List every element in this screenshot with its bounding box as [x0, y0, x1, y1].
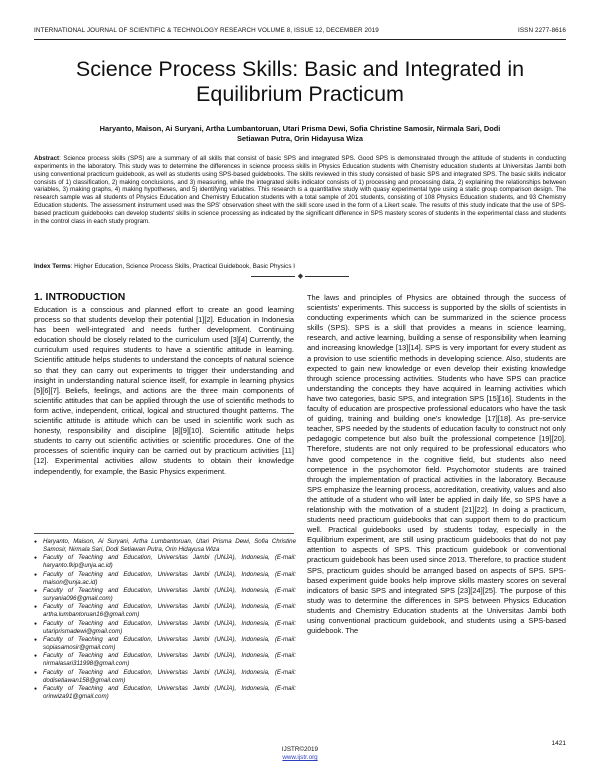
affiliation-text: Faculty of Teaching and Education, Universitas Jambi (UNJA), Indonesia, (E-mail: haryanto.fkip@unja.ac.id): [43, 554, 296, 570]
divider-line-left: [251, 276, 295, 277]
index-terms-text: : Higher Education, Science Process Skills, Practical Guidebook, Basic Physics I: [70, 263, 295, 270]
bullet-icon: ●: [34, 604, 38, 611]
affiliation-item: [34, 685, 296, 701]
affiliation-text: Faculty of Teaching and Education, Universitas Jambi (UNJA), Indonesia, (E-mail: maison@unja.ac.id): [43, 570, 296, 586]
abstract-text: : Science process skills (SPS) are a summary of all skills that consist of basic SPS and integrated SPS. Good SPS is demonstrated through the attitude of students in conducting experiments in the laboratory. This study was to determine the differences in science process skills in Physics Education students with Chemistry education students at Universitas Jambi both using conventional practicum guidebook, as well as students using SPS-based guidebooks. The skills reviewed in this study consisted of basic SPS and integrated SPS. The basic skills indicator consists of 1) classification, 2) making conclusions, and 3) measuring, while the integrated skills indicator consists of 1) processing and processing data, 2) explaining the relationships between variables, 3) making graphs, 4) making hypotheses, and 5) identifying variables. This research is a quantitative study with quasy experimental type using a static group comparison design. The research sample was all students of Physics Education and Chemistry Education students with a total sample of 201 students, consisting of 108 Physics Education students, and 93 Chemistry Education students. The assessment instrument used was the SPS' observation sheet with the skill score used in the form of a Likert scale. The results of this study indicate that the use of SPS-based practicum guidebooks can develop students' skills in science processing as indicated by the significant difference in SPS mastery scores of students in the experimental class and students in the control class in each study program.: [34, 155, 566, 225]
header-rule: [34, 39, 566, 40]
abstract: [34, 155, 566, 226]
bullet-icon: ●: [34, 669, 38, 676]
running-header: [34, 27, 566, 34]
affiliation-list: [34, 538, 296, 701]
bullet-icon: ●: [34, 653, 38, 660]
issn: ISSN 2277-8616: [518, 27, 566, 34]
affiliation-item: [34, 620, 296, 636]
title-line-1: Science Process Skills: Basic and Integrated in: [75, 57, 525, 81]
bullet-icon: ●: [34, 685, 38, 692]
journal-name: INTERNATIONAL JOURNAL OF SCIENTIFIC & TECHNOLOGY RESEARCH VOLUME 8, ISSUE 12, DECEMBER 2019: [34, 27, 379, 34]
page-number: 1421: [551, 740, 566, 747]
page-footer: [0, 746, 600, 762]
authors-line-2: Setiawan Putra, Orin Hidayusa Wiza: [236, 134, 364, 143]
divider-line-right: [305, 276, 349, 277]
introduction-left-column: Education is a conscious and planned effort to create an good learning process so that students develop their potential [1][2]. Education in Indonesia has been well-integrated and needs further development. Continuing education should be closely related to the curriculum used [3][4] Currently, the curriculum used requires students to have a scientific attitude in learning. Scientific attitude helps students to understand the concepts of natural science so that they can carry out experiments to trigger their understanding and insight in understanding natural science itself, for example in learning physics [5][6][7]. Beliefs, feelings, and actions are the three main components of scientific attitudes that can be applied through the use of scientific methods to form active, independent, critical, logical and structured thought patterns. The scientific attitude is attitude which can be used in scientific work such as honesty, responsibility and discipline [8][9][10]. Scientific attitude helps students to carry out scientific activities or scientific procedures. One of the processes of scientific inquiry can be carried out by practicum activities [11][12]. Experimental activities allow students to obtain their knowledge independently, for example, the Basic Physics experiment.: [34, 305, 294, 476]
bullet-icon: ●: [34, 587, 38, 594]
affiliation-text: Faculty of Teaching and Education, Universitas Jambi (UNJA), Indonesia, (E-mail: orinwiza91@gmail.com): [43, 684, 296, 700]
divider-diamond: ◆: [297, 273, 303, 280]
affiliation-text: Faculty of Teaching and Education, Universitas Jambi (UNJA), Indonesia, (E-mail: nirmalasari311998@gmail.com): [43, 652, 296, 668]
bullet-icon: ●: [34, 539, 38, 545]
section-divider: [0, 272, 600, 280]
affiliation-item: [34, 587, 296, 603]
introduction-heading: 1. INTRODUCTION: [34, 292, 126, 303]
bullet-icon: ●: [34, 571, 38, 578]
affiliation-item: [34, 538, 296, 554]
affiliation-text: Faculty of Teaching and Education, Universitas Jambi (UNJA), Indonesia, (E-mail: sopiasamosir@gmail.com): [43, 635, 296, 652]
affiliation-text: Faculty of Teaching and Education, Universitas Jambi (UNJA), Indonesia, (E-mail: dodisetiawan158@gmail.com): [43, 668, 296, 684]
affiliation-text: Faculty of Teaching and Education, Universitas Jambi (UNJA), Indonesia, (E-mail: utariprismadewi@gmail.com): [43, 619, 296, 635]
index-terms: [34, 263, 566, 270]
author-list: [55, 124, 545, 144]
affiliation-rule: [34, 533, 294, 534]
footer-code: IJSTR©2019: [281, 746, 319, 753]
footer-url-link[interactable]: www.ijstr.org: [282, 754, 318, 761]
affiliation-item: [34, 603, 296, 619]
affiliation-item: [34, 571, 296, 587]
affiliation-text: Haryanto, Maison, Ai Suryani, Artha Lumbantoruan, Utari Prisma Dewi, Sofia Christine Samosir, Nirmala Sari, Dodi Setiawan Putra, Orin Hidayusa Wiza: [43, 538, 296, 554]
affiliation-text: Faculty of Teaching and Education, Universitas Jambi (UNJA), Indonesia, (E-mail: suryania096@gmail.com): [43, 586, 296, 603]
affiliation-text: Faculty of Teaching and Education, Universitas Jambi (UNJA), Indonesia, (E-mail: artha.lumbantoruan16@gmail.com): [43, 603, 296, 619]
affiliation-item: [34, 636, 296, 652]
introduction-right-column: The laws and principles of Physics are obtained through the success of scientists' experiments. This success is supported by the skills of scientists in conducting experiments which can be summarized in the science process skills (SPS). SPS is a skill that provides a means in science learning, research, and active learning, building a sense of responsibility when learning and increasing knowledge [13][14]. SPS is very important for every student as a provision to use scientific methods in developing science. Also, students are expected to gain new knowledge or even develop their existing knowledge through science processing activities. Students who have SPS can practice understanding the concepts they have acquired in learning activities which have two categories, basic SPS, and integration SPS [15][16]. Students in the faculty of education are prospective professional educators who have the task of guiding, training and building one's knowledge [17][18]. As pre-service teacher, SPS needed by the students of education faculty to construct not only pedagogic competence but also built the professional competence [19][20]. Therefore, students are not only required to be professional educators who have good competence in the cognitive field, but students also need competence in the psychomotor field. Psychomotor students are trained through the implementation of practical activities in the laboratory. Because SPS emphasize the learning process, accreditation, creativity, values and also the attitude of a student who will later be applied in daily life, so SPS have a relationship with the motivation of a student [21][22]. In doing a practicum, students need practicum guidebooks that can support them to do practicum well. Practical guidebooks used by students today, especially in the Equilibrium experiment, are still using practicum guidebooks that do not pay attention to aspects of SPS. This practicum guidebook or conventional practicum guidebook has been used since 2013. Therefore, to practice student SPS, practicum guides should be arranged based on aspects of SPS. SPS-based experiment guide books help improve skills mastery scores on several indicators of basic SPS and integrated SPS [23][24][25]. The purpose of this study was to determine the differences in SPS between Physics Education students and Chemistry Education students at the Universitas Jambi both using conventional practicum guidebook, and students using a SPS-based guidebook. The: [307, 293, 566, 636]
bullet-icon: ●: [34, 636, 38, 643]
abstract-label: Abstract: [34, 155, 60, 162]
index-terms-label: Index Terms: [34, 263, 71, 270]
bullet-icon: ●: [34, 555, 38, 562]
affiliation-item: [34, 669, 296, 685]
title-line-2: Equilibrium Practicum: [196, 82, 404, 106]
paper-title: [40, 57, 560, 107]
affiliation-item: [34, 652, 296, 668]
bullet-icon: ●: [34, 620, 38, 627]
authors-line-1: Haryanto, Maison, Ai Suryani, Artha Lumbantoruan, Utari Prisma Dewi, Sofia Christine Samosir, Nirmala Sari, Dodi: [99, 124, 501, 133]
affiliation-item: [34, 554, 296, 570]
